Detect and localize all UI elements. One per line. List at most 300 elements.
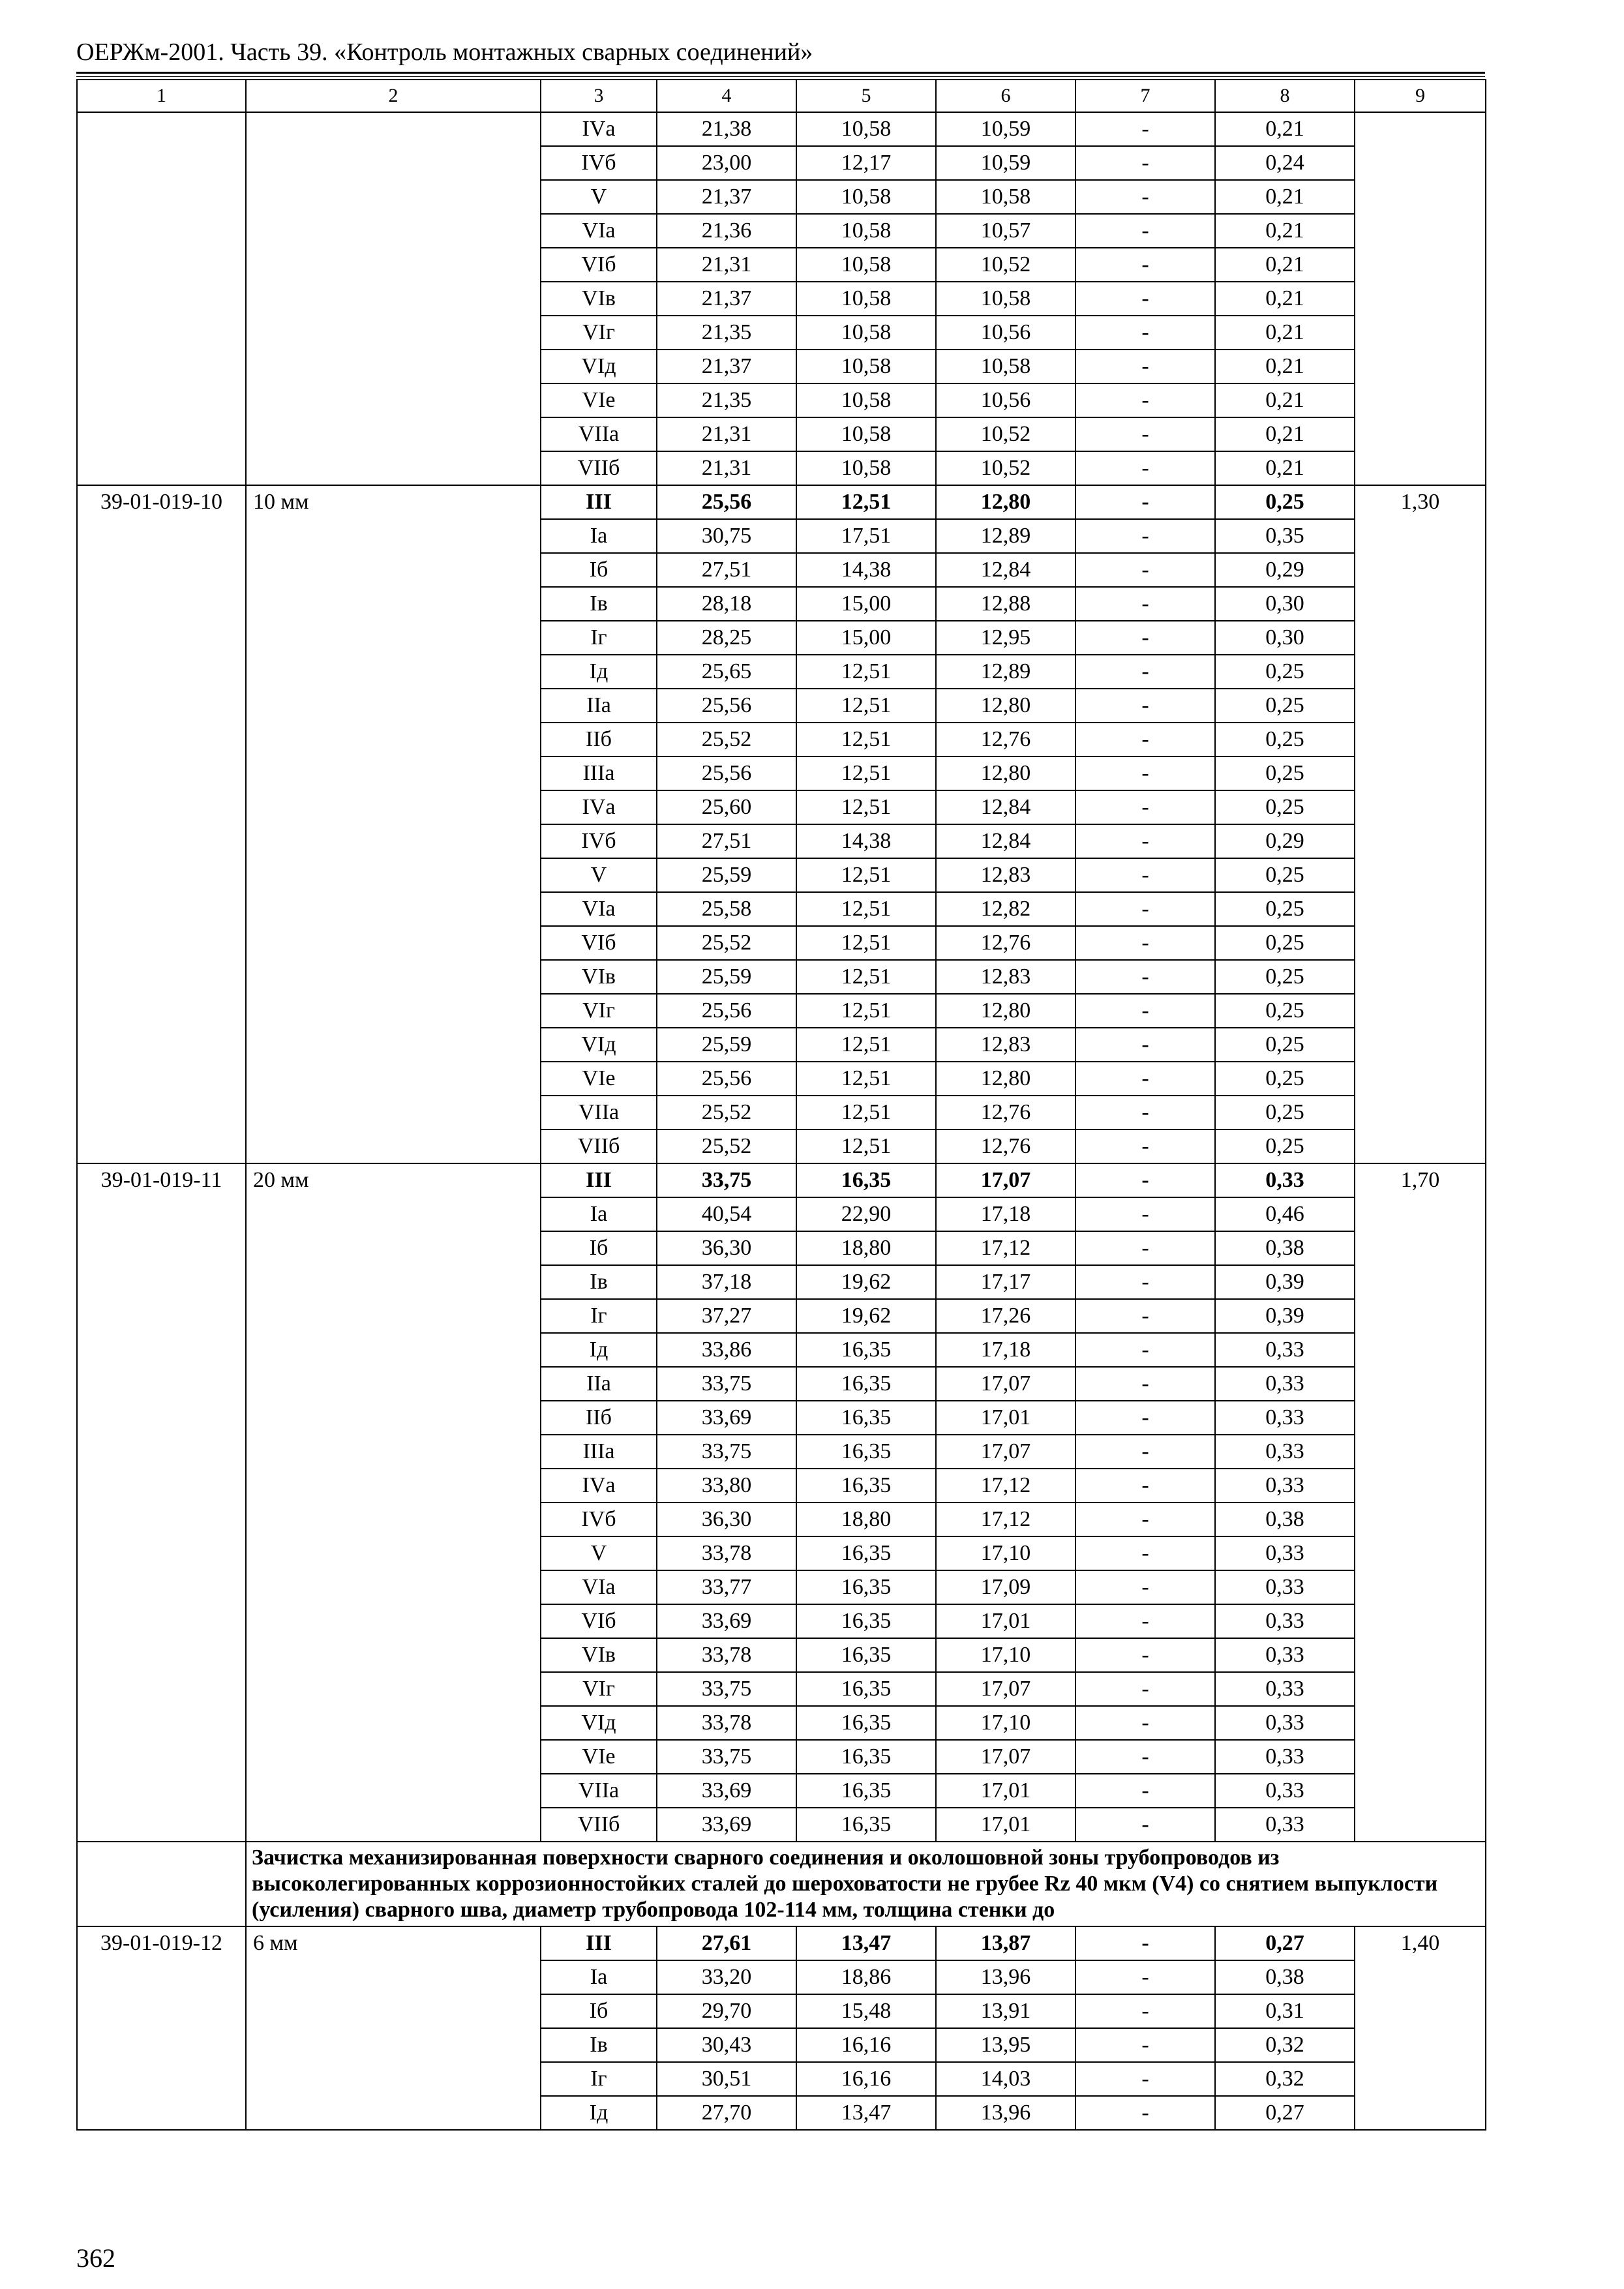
- table-cell: 25,59: [657, 960, 796, 994]
- table-cell: 25,56: [657, 689, 796, 723]
- table-row: [77, 112, 1486, 146]
- table-cell: 10,58: [936, 350, 1075, 383]
- column-number: 2: [246, 80, 541, 112]
- table-cell: III: [541, 1163, 657, 1197]
- norm-name: 6 мм: [246, 1926, 541, 2130]
- table-cell: 16,35: [796, 1774, 936, 1808]
- column-number: 5: [796, 80, 936, 112]
- table-cell: 17,07: [936, 1163, 1075, 1197]
- table-cell: 16,35: [796, 1638, 936, 1672]
- table-cell: 0,25: [1215, 485, 1355, 519]
- table-cell: Iг: [541, 2062, 657, 2096]
- table-cell: VIв: [541, 282, 657, 316]
- table-cell: 10,58: [796, 383, 936, 417]
- table-cell: -: [1075, 994, 1215, 1028]
- col9-value: [1355, 112, 1486, 485]
- table-cell: 12,76: [936, 926, 1075, 960]
- table-cell: 16,35: [796, 1740, 936, 1774]
- table-cell: 12,83: [936, 960, 1075, 994]
- column-number-row: [77, 80, 1486, 112]
- col9-value: 1,30: [1355, 485, 1486, 1163]
- table-cell: -: [1075, 2062, 1215, 2096]
- table-cell: -: [1075, 1604, 1215, 1638]
- table-cell: 21,31: [657, 451, 796, 485]
- table-cell: 25,52: [657, 723, 796, 756]
- section-description-row: [77, 1842, 1486, 1926]
- table-cell: 25,59: [657, 858, 796, 892]
- table-cell: 17,07: [936, 1435, 1075, 1469]
- table-cell: -: [1075, 689, 1215, 723]
- table-cell: -: [1075, 383, 1215, 417]
- table-cell: -: [1075, 1333, 1215, 1367]
- table-cell: 13,96: [936, 1960, 1075, 1994]
- table-cell: -: [1075, 2096, 1215, 2130]
- table-cell: 28,18: [657, 587, 796, 621]
- table-cell: VIв: [541, 960, 657, 994]
- table-cell: 0,38: [1215, 1960, 1355, 1994]
- column-number: 8: [1215, 80, 1355, 112]
- table-cell: 12,83: [936, 858, 1075, 892]
- table-cell: 17,12: [936, 1231, 1075, 1265]
- table-cell: 0,21: [1215, 316, 1355, 350]
- table-cell: 21,31: [657, 417, 796, 451]
- table-cell: 0,39: [1215, 1299, 1355, 1333]
- table-cell: 13,91: [936, 1994, 1075, 2028]
- table-cell: 19,62: [796, 1265, 936, 1299]
- column-number: 1: [77, 80, 246, 112]
- table-cell: -: [1075, 790, 1215, 824]
- table-cell: 0,33: [1215, 1570, 1355, 1604]
- table-cell: 0,29: [1215, 553, 1355, 587]
- table-cell: 25,56: [657, 994, 796, 1028]
- table-cell: 0,33: [1215, 1604, 1355, 1638]
- table-cell: 0,25: [1215, 689, 1355, 723]
- table-cell: 27,51: [657, 824, 796, 858]
- running-header: ОЕРЖм-2001. Часть 39. «Контроль монтажных сварных соединений»: [76, 38, 813, 66]
- table-cell: 33,77: [657, 1570, 796, 1604]
- table-cell: 0,25: [1215, 960, 1355, 994]
- table-cell: 0,21: [1215, 112, 1355, 146]
- table-cell: 25,52: [657, 926, 796, 960]
- table-cell: 12,51: [796, 790, 936, 824]
- table-cell: 16,35: [796, 1570, 936, 1604]
- table-cell: 0,30: [1215, 587, 1355, 621]
- table-cell: 0,21: [1215, 451, 1355, 485]
- table-cell: 12,51: [796, 960, 936, 994]
- column-number: 9: [1355, 80, 1486, 112]
- table-cell: Iб: [541, 1231, 657, 1265]
- table-cell: 17,10: [936, 1536, 1075, 1570]
- table-cell: 23,00: [657, 146, 796, 180]
- table-cell: 30,43: [657, 2028, 796, 2062]
- table-cell: 17,18: [936, 1333, 1075, 1367]
- table-cell: 12,76: [936, 1096, 1075, 1130]
- table-cell: 17,09: [936, 1570, 1075, 1604]
- table-cell: 0,25: [1215, 756, 1355, 790]
- table-cell: 16,35: [796, 1808, 936, 1842]
- table-cell: 0,21: [1215, 383, 1355, 417]
- table-cell: 13,96: [936, 2096, 1075, 2130]
- table-cell: -: [1075, 1808, 1215, 1842]
- table-cell: 33,20: [657, 1960, 796, 1994]
- table-cell: 25,58: [657, 892, 796, 926]
- table-cell: 21,31: [657, 248, 796, 282]
- table-cell: -: [1075, 112, 1215, 146]
- table-cell: -: [1075, 1130, 1215, 1163]
- table-cell: VIIа: [541, 1774, 657, 1808]
- table-cell: -: [1075, 519, 1215, 553]
- table-cell: 25,56: [657, 1062, 796, 1096]
- table-cell: 21,37: [657, 282, 796, 316]
- table-cell: 33,69: [657, 1604, 796, 1638]
- table-cell: 16,16: [796, 2028, 936, 2062]
- table-cell: 27,70: [657, 2096, 796, 2130]
- table-cell: -: [1075, 553, 1215, 587]
- table-cell: 21,35: [657, 316, 796, 350]
- table-cell: 0,25: [1215, 892, 1355, 926]
- table-cell: 0,33: [1215, 1435, 1355, 1469]
- table-cell: 25,60: [657, 790, 796, 824]
- table-cell: VIа: [541, 892, 657, 926]
- table-cell: 37,27: [657, 1299, 796, 1333]
- table-cell: 10,58: [796, 451, 936, 485]
- table-cell: 21,38: [657, 112, 796, 146]
- table-cell: 0,33: [1215, 1638, 1355, 1672]
- table-cell: -: [1075, 417, 1215, 451]
- table-cell: 25,56: [657, 756, 796, 790]
- table-row: [77, 1926, 1486, 1960]
- table-cell: -: [1075, 2028, 1215, 2062]
- table-cell: V: [541, 1536, 657, 1570]
- table-cell: Iб: [541, 553, 657, 587]
- table-cell: 0,21: [1215, 214, 1355, 248]
- table-cell: 12,82: [936, 892, 1075, 926]
- table-cell: 0,21: [1215, 282, 1355, 316]
- table-cell: 12,51: [796, 723, 936, 756]
- table-cell: VIIб: [541, 1808, 657, 1842]
- table-cell: 16,35: [796, 1672, 936, 1706]
- table-cell: 0,33: [1215, 1536, 1355, 1570]
- table-cell: 16,35: [796, 1435, 936, 1469]
- table-cell: 33,75: [657, 1435, 796, 1469]
- table-cell: 12,76: [936, 723, 1075, 756]
- table-cell: 27,61: [657, 1926, 796, 1960]
- table-cell: III: [541, 485, 657, 519]
- header-rule: [76, 72, 1485, 74]
- table-cell: -: [1075, 621, 1215, 655]
- table-cell: 21,36: [657, 214, 796, 248]
- column-number: 6: [936, 80, 1075, 112]
- table-cell: -: [1075, 350, 1215, 383]
- table-cell: 40,54: [657, 1197, 796, 1231]
- table-cell: IVа: [541, 790, 657, 824]
- table-cell: 0,21: [1215, 180, 1355, 214]
- table-cell: 0,27: [1215, 2096, 1355, 2130]
- table-cell: 12,51: [796, 892, 936, 926]
- table-cell: VIд: [541, 1706, 657, 1740]
- table-cell: 25,56: [657, 485, 796, 519]
- table-cell: Iв: [541, 587, 657, 621]
- table-cell: -: [1075, 960, 1215, 994]
- table-cell: 10,59: [936, 146, 1075, 180]
- table-cell: 13,47: [796, 2096, 936, 2130]
- table-cell: Iд: [541, 2096, 657, 2130]
- rates-table: [76, 79, 1486, 2131]
- table-cell: 0,38: [1215, 1231, 1355, 1265]
- table-cell: Iа: [541, 1197, 657, 1231]
- table-cell: 12,51: [796, 689, 936, 723]
- table-cell: 33,69: [657, 1808, 796, 1842]
- table-cell: 29,70: [657, 1994, 796, 2028]
- table-cell: VIв: [541, 1638, 657, 1672]
- table-cell: 16,35: [796, 1333, 936, 1367]
- table-cell: 33,78: [657, 1706, 796, 1740]
- table-cell: 0,21: [1215, 417, 1355, 451]
- table-cell: 21,37: [657, 350, 796, 383]
- table-cell: 17,01: [936, 1604, 1075, 1638]
- column-number: 4: [657, 80, 796, 112]
- table-cell: 12,51: [796, 1096, 936, 1130]
- table-cell: VIIа: [541, 417, 657, 451]
- table-cell: 21,35: [657, 383, 796, 417]
- table-cell: IIа: [541, 689, 657, 723]
- table-cell: 0,33: [1215, 1808, 1355, 1842]
- table-cell: 12,51: [796, 1062, 936, 1096]
- table-cell: VIIа: [541, 1096, 657, 1130]
- table-cell: -: [1075, 451, 1215, 485]
- table-cell: 0,29: [1215, 824, 1355, 858]
- table-cell: 12,76: [936, 1130, 1075, 1163]
- table-cell: 0,30: [1215, 621, 1355, 655]
- table-cell: 12,89: [936, 519, 1075, 553]
- table-cell: 15,00: [796, 587, 936, 621]
- table-cell: 0,38: [1215, 1503, 1355, 1536]
- table-cell: -: [1075, 1638, 1215, 1672]
- table-cell: 12,51: [796, 756, 936, 790]
- table-row: [77, 485, 1486, 519]
- table-cell: Iа: [541, 1960, 657, 1994]
- table-cell: 0,39: [1215, 1265, 1355, 1299]
- norm-code: [77, 112, 246, 485]
- table-cell: -: [1075, 926, 1215, 960]
- table-cell: 17,07: [936, 1672, 1075, 1706]
- table-cell: 12,84: [936, 790, 1075, 824]
- table-cell: 17,26: [936, 1299, 1075, 1333]
- table-cell: 0,33: [1215, 1774, 1355, 1808]
- table-cell: 0,21: [1215, 248, 1355, 282]
- table-cell: 10,56: [936, 316, 1075, 350]
- column-number: 3: [541, 80, 657, 112]
- table-cell: -: [1075, 1570, 1215, 1604]
- table-cell: -: [1075, 214, 1215, 248]
- table-cell: IVа: [541, 1469, 657, 1503]
- table-cell: IIб: [541, 723, 657, 756]
- table-cell: -: [1075, 1163, 1215, 1197]
- table-cell: 16,35: [796, 1163, 936, 1197]
- table-cell: -: [1075, 858, 1215, 892]
- table-cell: 0,25: [1215, 723, 1355, 756]
- table-cell: 0,21: [1215, 350, 1355, 383]
- table-cell: 14,38: [796, 553, 936, 587]
- table-cell: -: [1075, 1503, 1215, 1536]
- table-cell: 12,51: [796, 1130, 936, 1163]
- column-number: 7: [1075, 80, 1215, 112]
- table-cell: VIб: [541, 926, 657, 960]
- table-cell: -: [1075, 1299, 1215, 1333]
- table-cell: 17,07: [936, 1740, 1075, 1774]
- table-cell: 36,30: [657, 1231, 796, 1265]
- table-cell: 0,25: [1215, 858, 1355, 892]
- table-cell: 0,27: [1215, 1926, 1355, 1960]
- table-cell: 15,48: [796, 1994, 936, 2028]
- table-cell: 37,18: [657, 1265, 796, 1299]
- table-cell: 10,58: [936, 180, 1075, 214]
- table-cell: -: [1075, 180, 1215, 214]
- table-cell: 33,75: [657, 1672, 796, 1706]
- table-cell: 10,58: [796, 316, 936, 350]
- table-cell: 36,30: [657, 1503, 796, 1536]
- table-cell: 16,35: [796, 1706, 936, 1740]
- table-cell: 17,17: [936, 1265, 1075, 1299]
- col9-value: 1,70: [1355, 1163, 1486, 1842]
- table-cell: IIб: [541, 1401, 657, 1435]
- table-cell: -: [1075, 1926, 1215, 1960]
- table-cell: IIIа: [541, 1435, 657, 1469]
- table-cell: 0,33: [1215, 1469, 1355, 1503]
- table-cell: 13,87: [936, 1926, 1075, 1960]
- table-cell: 17,01: [936, 1808, 1075, 1842]
- table-cell: -: [1075, 146, 1215, 180]
- table-cell: VIг: [541, 994, 657, 1028]
- table-cell: -: [1075, 824, 1215, 858]
- table-cell: 0,25: [1215, 926, 1355, 960]
- table-cell: 17,10: [936, 1706, 1075, 1740]
- table-cell: 33,80: [657, 1469, 796, 1503]
- table-cell: VIе: [541, 1740, 657, 1774]
- table-cell: 33,75: [657, 1367, 796, 1401]
- table-cell: 33,69: [657, 1401, 796, 1435]
- table-cell: VIб: [541, 1604, 657, 1638]
- table-cell: 16,35: [796, 1469, 936, 1503]
- table-cell: 14,38: [796, 824, 936, 858]
- table-cell: -: [1075, 1096, 1215, 1130]
- table-cell: -: [1075, 1028, 1215, 1062]
- table-cell: 0,32: [1215, 2028, 1355, 2062]
- table-cell: 12,51: [796, 858, 936, 892]
- table-cell: VIд: [541, 350, 657, 383]
- table-cell: IIа: [541, 1367, 657, 1401]
- table-cell: -: [1075, 1994, 1215, 2028]
- table-cell: VIа: [541, 214, 657, 248]
- table-cell: 12,88: [936, 587, 1075, 621]
- table-cell: 12,84: [936, 553, 1075, 587]
- table-cell: 0,46: [1215, 1197, 1355, 1231]
- header-rule-thin: [76, 76, 1485, 77]
- table-cell: -: [1075, 587, 1215, 621]
- table-cell: IIIа: [541, 756, 657, 790]
- norm-name: 10 мм: [246, 485, 541, 1163]
- table-cell: 12,83: [936, 1028, 1075, 1062]
- table-cell: 10,58: [796, 180, 936, 214]
- table-cell: 10,58: [796, 112, 936, 146]
- table-cell: 33,78: [657, 1638, 796, 1672]
- table-cell: 18,80: [796, 1231, 936, 1265]
- table-cell: Iг: [541, 621, 657, 655]
- table-cell: Iб: [541, 1994, 657, 2028]
- table-cell: 13,47: [796, 1926, 936, 1960]
- table-cell: 17,01: [936, 1401, 1075, 1435]
- table-cell: 12,51: [796, 655, 936, 689]
- table-cell: -: [1075, 1197, 1215, 1231]
- table-cell: VIд: [541, 1028, 657, 1062]
- table-cell: 21,37: [657, 180, 796, 214]
- table-cell: 30,51: [657, 2062, 796, 2096]
- table-cell: -: [1075, 1401, 1215, 1435]
- table-cell: IVб: [541, 824, 657, 858]
- table-cell: VIа: [541, 1570, 657, 1604]
- table-cell: 18,86: [796, 1960, 936, 1994]
- table-cell: IVа: [541, 112, 657, 146]
- table-cell: 33,86: [657, 1333, 796, 1367]
- table-cell: Iд: [541, 1333, 657, 1367]
- norm-code: 39-01-019-11: [77, 1163, 246, 1842]
- table-cell: 16,16: [796, 2062, 936, 2096]
- table-cell: -: [1075, 1265, 1215, 1299]
- table-cell: 18,80: [796, 1503, 936, 1536]
- table-cell: 25,52: [657, 1130, 796, 1163]
- table-cell: IVб: [541, 146, 657, 180]
- table-cell: 16,35: [796, 1401, 936, 1435]
- table-cell: 0,25: [1215, 1062, 1355, 1096]
- table-cell: 33,69: [657, 1774, 796, 1808]
- table-cell: Iг: [541, 1299, 657, 1333]
- table-cell: -: [1075, 282, 1215, 316]
- table-cell: -: [1075, 485, 1215, 519]
- table-cell: Iд: [541, 655, 657, 689]
- table-cell: -: [1075, 756, 1215, 790]
- table-cell: 0,33: [1215, 1672, 1355, 1706]
- page-number: 362: [76, 2243, 115, 2273]
- table-cell: 28,25: [657, 621, 796, 655]
- table-cell: 0,25: [1215, 1096, 1355, 1130]
- table-cell: 0,35: [1215, 519, 1355, 553]
- table-cell: V: [541, 858, 657, 892]
- table-cell: -: [1075, 1435, 1215, 1469]
- table-cell: VIг: [541, 316, 657, 350]
- table-cell: 30,75: [657, 519, 796, 553]
- table-cell: 10,52: [936, 417, 1075, 451]
- table-cell: -: [1075, 248, 1215, 282]
- table-cell: 0,33: [1215, 1333, 1355, 1367]
- table-cell: III: [541, 1926, 657, 1960]
- table-cell: -: [1075, 1367, 1215, 1401]
- table-cell: -: [1075, 1536, 1215, 1570]
- table-cell: 10,58: [796, 417, 936, 451]
- table-cell: VIе: [541, 383, 657, 417]
- table-cell: VIе: [541, 1062, 657, 1096]
- col9-value: 1,40: [1355, 1926, 1486, 2130]
- table-cell: 0,25: [1215, 790, 1355, 824]
- table-cell: 33,78: [657, 1536, 796, 1570]
- section-description: Зачистка механизированная поверхности сварного соединения и околошовной зоны трубопроводов из высоколегированных коррозионностойких сталей до шероховатости не грубее Rz 40 мкм (V4) со снятием выпуклости (усиления) сварного шва, диаметр трубопровода 102-114 мм, толщина стенки до: [246, 1842, 1486, 1926]
- table-cell: 0,25: [1215, 994, 1355, 1028]
- table-cell: 17,12: [936, 1503, 1075, 1536]
- table-cell: 17,07: [936, 1367, 1075, 1401]
- table-cell: 0,32: [1215, 2062, 1355, 2096]
- table-cell: 12,80: [936, 485, 1075, 519]
- table-cell: 0,24: [1215, 146, 1355, 180]
- table-cell: -: [1075, 1960, 1215, 1994]
